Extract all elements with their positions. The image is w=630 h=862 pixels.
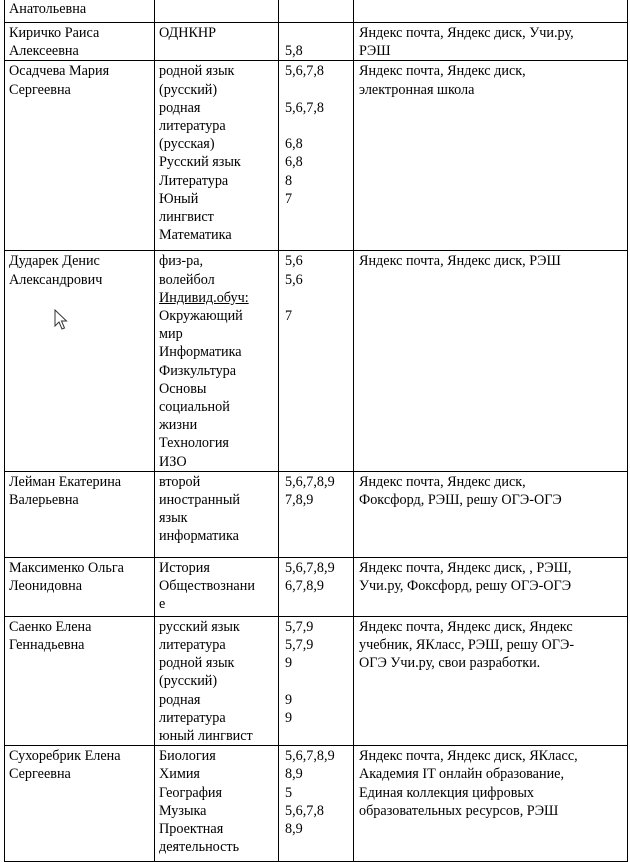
teacher-name-line: Киричко Раиса (9, 25, 100, 41)
grades-line: 5,6 (285, 271, 303, 288)
table-row (5, 616, 628, 745)
grades-line: 8,9 (285, 766, 303, 783)
resources-line: Учи.ру, Фоксфорд, решу ОГЭ-ОГЭ (359, 578, 572, 595)
grades-cell (279, 746, 354, 862)
teacher-name-cell (5, 0, 155, 23)
grades-line: 5,6 (285, 253, 303, 270)
teacher-name-line: Осадчева Мария (9, 63, 110, 80)
subjects-line: литература (159, 118, 226, 135)
table-row (5, 0, 628, 23)
subjects-line: второй (159, 473, 201, 490)
subjects-line: родной язык (159, 63, 235, 80)
grades-cell (279, 616, 354, 745)
subjects-line: Биология (159, 748, 216, 765)
teacher-name-line: Александрович (9, 271, 103, 288)
subjects-cell (155, 616, 279, 745)
grades-line: 5,6,7,8,9 (285, 559, 335, 576)
teacher-name-line: Сергеевна (9, 766, 71, 783)
teacher-name-line: Максименко Ольга (9, 559, 124, 576)
grades-line: 5,6,7,8 (285, 99, 325, 116)
subjects-cell (155, 23, 279, 61)
subjects-line: е (159, 596, 166, 613)
resources-line: Фоксфорд, РЭШ, решу ОГЭ-ОГЭ (359, 492, 562, 509)
subjects-line: мир (159, 326, 183, 343)
subjects-line: деятельность (159, 839, 240, 856)
resources-cell (354, 557, 628, 616)
grades-cell (279, 0, 354, 23)
grades-line (285, 117, 350, 135)
subjects-line: Проектная (159, 821, 224, 838)
resources-cell (354, 746, 628, 862)
resources-line: ОГЭ Учи.ру, свои разработки. (359, 655, 541, 672)
subjects-line: Окружающий (159, 308, 243, 325)
grades-cell (279, 61, 354, 251)
table-row (5, 61, 628, 251)
grades-line: 5,6,7,8,9 (285, 473, 335, 490)
grades-cell (279, 471, 354, 557)
subjects-line: волейбол (159, 271, 215, 288)
subjects-cell (155, 471, 279, 557)
table-row (5, 471, 628, 557)
resources-line: учебник, ЯКласс, РЭШ, решу ОГЭ- (359, 637, 575, 654)
subjects-line: Индивид.обуч: (159, 289, 249, 306)
subjects-line: (русский) (159, 673, 218, 690)
subjects-line: лингвист (159, 209, 214, 226)
subjects-line: физ-ра, (159, 253, 204, 270)
subjects-line: юный лингвист (159, 728, 253, 745)
resources-cell (354, 23, 628, 61)
subjects-line: жизни (159, 417, 198, 434)
grades-line: 5,8 (285, 43, 303, 60)
table-row (5, 746, 628, 862)
resources-cell (354, 616, 628, 745)
subjects-line: информатика (159, 528, 239, 545)
subjects-line: Юный (159, 190, 199, 207)
resources-line: Единая коллекция цифровых (359, 784, 535, 801)
grades-line: 6,8 (285, 136, 303, 153)
grades-line: 6,7,8,9 (285, 578, 325, 595)
teacher-name-cell (5, 23, 155, 61)
teacher-name-line: Сергеевна (9, 81, 71, 98)
table-row (5, 557, 628, 616)
grades-line (285, 672, 350, 690)
subjects-line: (русский) (159, 81, 218, 98)
grades-line: 5,7,9 (285, 618, 314, 635)
teacher-name-line: Саенко Елена (9, 618, 92, 635)
resources-line: электронная школа (359, 81, 475, 98)
teacher-name-line: Дударек Денис (9, 253, 100, 270)
teacher-name-line: Валерьевна (9, 492, 79, 509)
subjects-line: социальной (159, 399, 230, 416)
teacher-name-cell (5, 61, 155, 251)
resources-line: Яндекс почта, Яндекс диск, ЯКласс, (359, 748, 578, 765)
grades-cell (279, 23, 354, 61)
subjects-cell (155, 557, 279, 616)
subjects-line: Обществознани (159, 578, 255, 595)
grades-line: 5,6,7,8,9 (285, 748, 335, 765)
subjects-line: ИЗО (159, 453, 187, 470)
subjects-cell (155, 61, 279, 251)
resources-line: Яндекс почта, Яндекс диск, Учи.ру, (359, 25, 574, 41)
subjects-line: язык (159, 510, 188, 527)
subjects-line: География (159, 784, 223, 801)
resources-cell (354, 0, 628, 23)
grades-line (285, 24, 350, 42)
subjects-cell (155, 251, 279, 471)
subjects-line: ОДНКНР (159, 25, 217, 41)
subjects-line: Основы (159, 380, 207, 397)
subjects-line: Музыка (159, 802, 207, 819)
subjects-line: родная (159, 99, 201, 116)
grades-cell (279, 251, 354, 471)
grades-line: 7,8,9 (285, 492, 314, 509)
grades-line (285, 81, 350, 99)
grades-line: 5,6,7,8 (285, 802, 325, 819)
resources-line: Яндекс почта, Яндекс диск, РЭШ (359, 253, 561, 270)
table-row (5, 23, 628, 61)
teacher-name-cell (5, 746, 155, 862)
resources-line: РЭШ (359, 43, 391, 60)
teacher-name-cell (5, 471, 155, 557)
grades-line: 7 (285, 190, 293, 207)
teacher-name-line: Анатольевна (9, 1, 87, 17)
grades-line (285, 289, 350, 307)
subjects-line: Математика (159, 227, 232, 244)
subjects-line: Информатика (159, 344, 242, 361)
resources-line: Яндекс почта, Яндекс диск, (359, 63, 526, 80)
grades-line: 5,7,9 (285, 637, 314, 654)
subjects-line: Физкультура (159, 362, 237, 379)
subjects-line: родной язык (159, 655, 235, 672)
grades-line: 6,8 (285, 154, 303, 171)
grades-line: 8,9 (285, 821, 303, 838)
subjects-line: русский язык (159, 618, 240, 635)
subjects-line: литература (159, 637, 226, 654)
teacher-name-cell (5, 557, 155, 616)
resources-line: Яндекс почта, Яндекс диск, , РЭШ, (359, 559, 572, 576)
grades-line: 9 (285, 655, 293, 672)
resources-line: образовательных ресурсов, РЭШ (359, 802, 559, 819)
resources-cell (354, 61, 628, 251)
table-row (5, 251, 628, 471)
resources-line: Яндекс почта, Яндекс диск, Яндекс (359, 618, 573, 635)
subjects-cell (155, 746, 279, 862)
grades-line: 5 (285, 784, 293, 801)
teacher-name-line: Лейман Екатерина (9, 473, 122, 490)
subjects-line: родная (159, 691, 201, 708)
subjects-line: литература (159, 709, 226, 726)
subjects-line: Русский язык (159, 154, 241, 171)
teacher-name-line: Сухоребрик Елена (9, 748, 121, 765)
resources-line: Яндекс почта, Яндекс диск, (359, 473, 526, 490)
subjects-line: Технология (159, 435, 229, 452)
teacher-name-cell (5, 251, 155, 471)
subjects-cell (155, 0, 279, 23)
grades-line: 8 (285, 172, 293, 189)
subjects-line: История (159, 559, 210, 576)
subjects-line: Литература (159, 172, 229, 189)
resources-cell (354, 251, 628, 471)
grades-line: 9 (285, 709, 293, 726)
subjects-line: (русская) (159, 136, 215, 153)
grades-line: 5,6,7,8 (285, 63, 325, 80)
subjects-line: иностранный (159, 492, 241, 509)
subjects-line: Химия (159, 766, 200, 783)
grades-line: 7 (285, 308, 293, 324)
teacher-name-cell (5, 616, 155, 745)
resources-line: Академия IT онлайн образование, (359, 766, 565, 783)
staff-table-body (5, 0, 628, 862)
teacher-name-line: Алексеевна (9, 43, 79, 60)
grades-cell (279, 557, 354, 616)
resources-cell (354, 471, 628, 557)
grades-line: 9 (285, 691, 293, 708)
teacher-name-line: Геннадьевна (9, 637, 85, 654)
arrow-pointer-icon (54, 309, 68, 331)
staff-table (4, 0, 628, 862)
teacher-name-line: Леонидовна (9, 578, 83, 595)
